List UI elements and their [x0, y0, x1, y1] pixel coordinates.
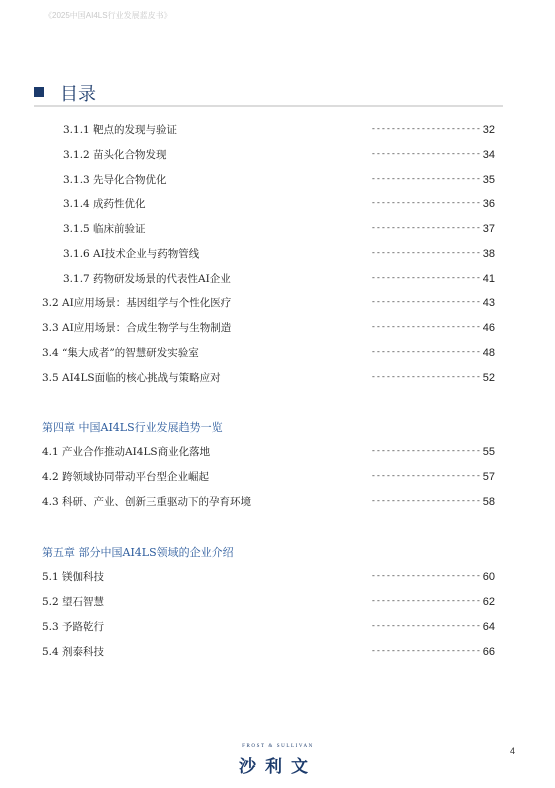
toc-entry-page: 48 — [482, 347, 495, 359]
toc-entry[interactable] — [0, 270, 555, 288]
toc-leader-dots: ---------------------- — [371, 298, 482, 307]
toc-entry-label: 3.1.1 靶点的发现与验证 — [63, 124, 178, 136]
toc-entry-page: 64 — [482, 621, 495, 633]
toc-entry-label: 3.4 “集大成者”的智慧研发实验室 — [42, 347, 199, 359]
toc-entry-page: 41 — [482, 273, 495, 285]
toc-leader-dots: ---------------------- — [371, 373, 482, 382]
toc-leader-dots: ---------------------- — [371, 125, 482, 134]
report-header-title: 《2025中国AI4LS行业发展蓝皮书》 — [44, 11, 172, 20]
toc-entry-label: 3.2 AI应用场景：基因组学与个性化医疗 — [42, 297, 232, 309]
toc-entry[interactable] — [0, 643, 555, 661]
toc-entry-page: 32 — [482, 124, 495, 136]
toc-entry-label: 3.3 AI应用场景：合成生物学与生物制造 — [42, 322, 232, 334]
toc-entry[interactable] — [0, 618, 555, 636]
toc-entry-label: 3.1.6 AI技术企业与药物管线 — [63, 248, 200, 260]
toc-entry-label: 5.1 镁伽科技 — [42, 571, 105, 583]
toc-leader-dots: ---------------------- — [371, 274, 482, 283]
toc-leader-dots: ---------------------- — [371, 497, 482, 506]
toc-leader-dots: ---------------------- — [371, 472, 482, 481]
toc-entry-page: 46 — [482, 322, 495, 334]
toc-entry-page: 34 — [482, 149, 495, 161]
toc-entry-page: 43 — [482, 297, 495, 309]
toc-entry-page: 66 — [482, 646, 495, 658]
toc-divider — [34, 105, 503, 107]
toc-leader-dots: ---------------------- — [371, 249, 482, 258]
logo-wordmark-cn: 沙利文 — [239, 757, 317, 777]
toc-title: 目录 — [60, 84, 96, 105]
toc-entry-page: 60 — [482, 571, 495, 583]
toc-entry[interactable] — [0, 245, 555, 263]
toc-entry[interactable] — [0, 319, 555, 337]
toc-entry-page: 52 — [482, 372, 495, 384]
toc-leader-dots: ---------------------- — [371, 597, 482, 606]
toc-leader-dots: ---------------------- — [371, 224, 482, 233]
toc-entry[interactable] — [0, 171, 555, 189]
toc-entry-page: 36 — [482, 198, 495, 210]
chapter-heading[interactable]: 第五章 部分中国AI4LS领域的企业介绍 — [42, 546, 234, 559]
toc-entry-label: 4.2 跨领域协同带动平台型企业崛起 — [42, 471, 210, 483]
chapter-heading[interactable]: 第四章 中国AI4LS行业发展趋势一览 — [42, 421, 223, 434]
toc-leader-dots: ---------------------- — [371, 175, 482, 184]
toc-entry[interactable] — [0, 344, 555, 362]
square-bullet-icon — [34, 87, 44, 97]
toc-entry-page: 55 — [482, 446, 495, 458]
toc-entry-page: 35 — [482, 174, 495, 186]
toc-entry[interactable] — [0, 369, 555, 387]
toc-entry[interactable] — [0, 443, 555, 461]
toc-entry-page: 38 — [482, 248, 495, 260]
page-number: 4 — [509, 746, 515, 756]
toc-leader-dots: ---------------------- — [371, 150, 482, 159]
toc-entry-label: 5.2 望石智慧 — [42, 596, 105, 608]
toc-heading — [34, 80, 504, 108]
logo-wordmark-en: FROST & SULLIVAN — [242, 744, 314, 749]
toc-entry[interactable] — [0, 121, 555, 139]
toc-entry-label: 3.1.3 先导化合物优化 — [63, 174, 167, 186]
toc-entry-page: 62 — [482, 596, 495, 608]
toc-entry[interactable] — [0, 593, 555, 611]
toc-entry[interactable] — [0, 468, 555, 486]
toc-leader-dots: ---------------------- — [371, 622, 482, 631]
toc-entry-label: 3.1.7 药物研发场景的代表性AI企业 — [63, 273, 231, 285]
toc-entry-page: 57 — [482, 471, 495, 483]
toc-leader-dots: ---------------------- — [371, 572, 482, 581]
toc-entry-label: 3.1.5 临床前验证 — [63, 223, 146, 235]
toc-entry[interactable] — [0, 493, 555, 511]
toc-entry[interactable] — [0, 195, 555, 213]
toc-leader-dots: ---------------------- — [371, 199, 482, 208]
toc-entry-label: 4.3 科研、产业、创新三重驱动下的孕育环境 — [42, 496, 252, 508]
toc-entry-label: 4.1 产业合作推动AI4LS商业化落地 — [42, 446, 211, 458]
toc-entry[interactable] — [0, 220, 555, 238]
toc-leader-dots: ---------------------- — [371, 647, 482, 656]
toc-entry-label: 3.1.2 苗头化合物发现 — [63, 149, 167, 161]
toc-entry-label: 3.5 AI4LS面临的核心挑战与策略应对 — [42, 372, 221, 384]
toc-entry-label: 5.4 剂泰科技 — [42, 646, 105, 658]
toc-leader-dots: ---------------------- — [371, 348, 482, 357]
toc-entry[interactable] — [0, 146, 555, 164]
toc-entry-page: 37 — [482, 223, 495, 235]
toc-entry[interactable] — [0, 294, 555, 312]
toc-leader-dots: ---------------------- — [371, 323, 482, 332]
toc-entry-page: 58 — [482, 496, 495, 508]
frost-sullivan-logo — [228, 744, 328, 776]
toc-entry-label: 5.3 予路乾行 — [42, 621, 105, 633]
toc-entry[interactable] — [0, 568, 555, 586]
toc-leader-dots: ---------------------- — [371, 447, 482, 456]
toc-entry-label: 3.1.4 成药性优化 — [63, 198, 146, 210]
